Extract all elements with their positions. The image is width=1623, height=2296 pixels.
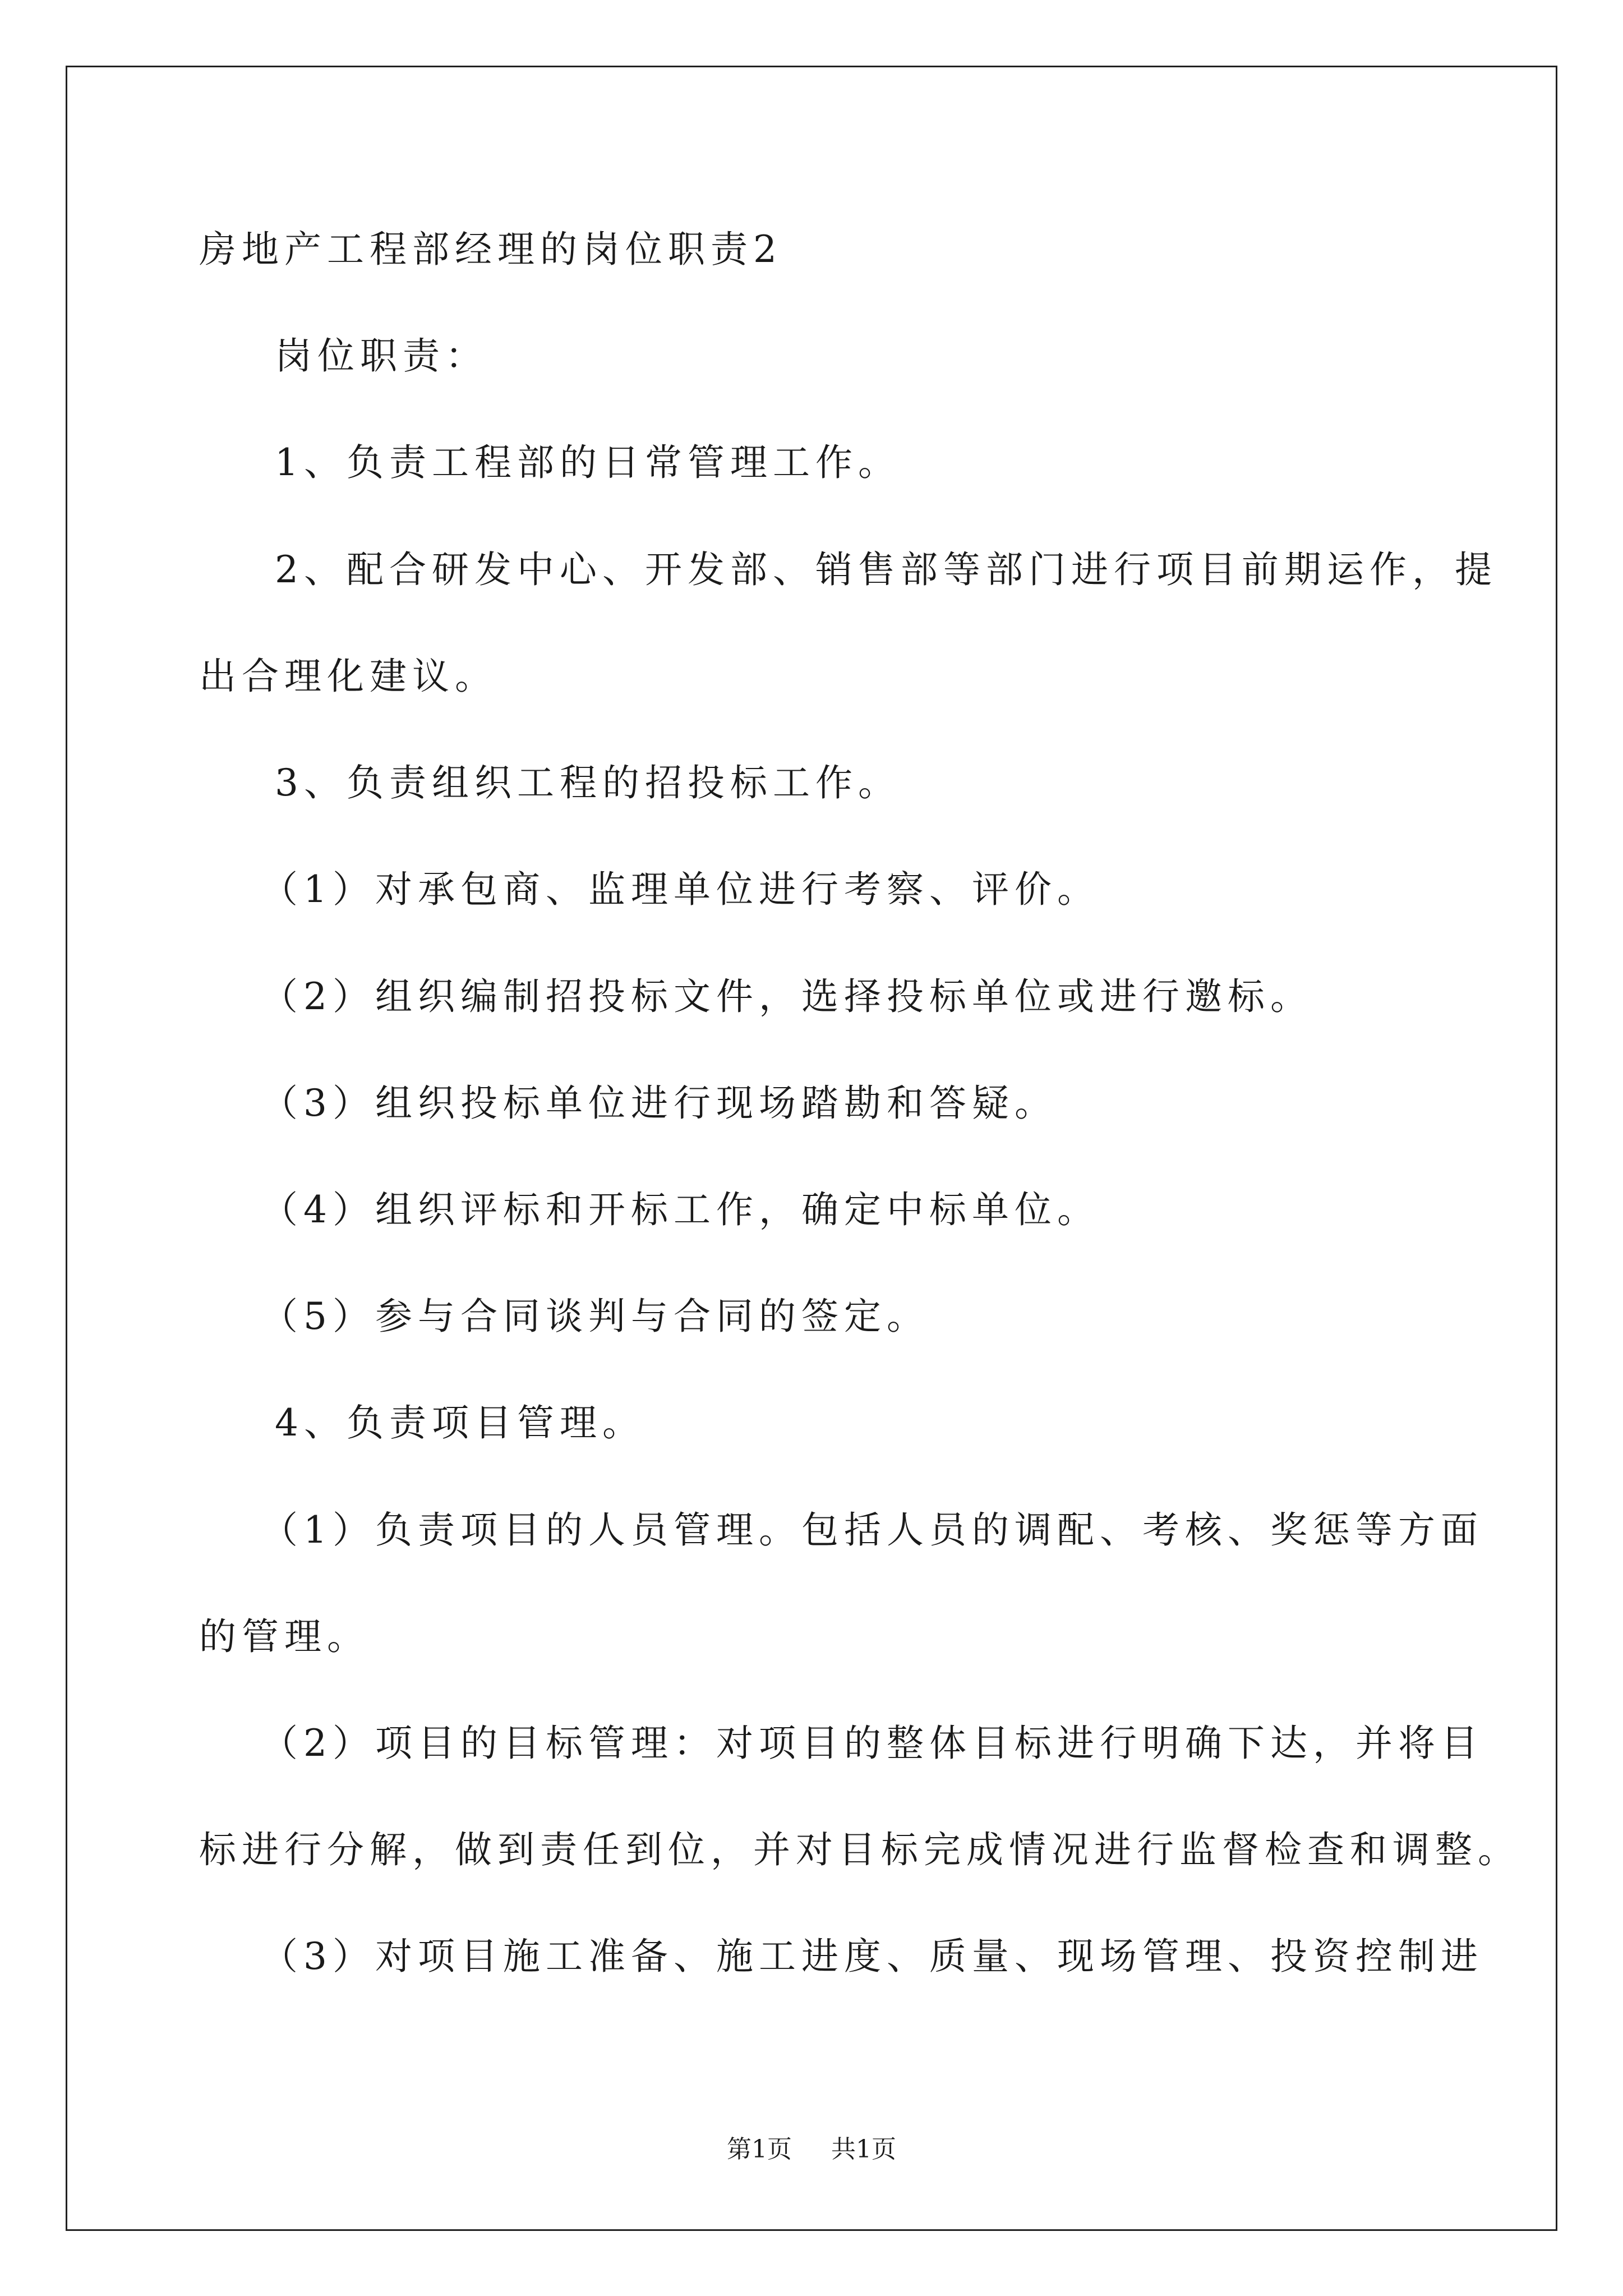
text-line: 4、负责项目管理。 bbox=[275, 1401, 645, 1444]
text-line: 1、负责工程部的日常管理工作。 bbox=[275, 441, 901, 484]
page-footer bbox=[0, 2137, 1623, 2162]
text-line: （2）项目的目标管理：对项目的整体目标进行明确下达，并将目 bbox=[261, 1722, 1483, 1765]
text-line: （4）组织评标和开标工作，确定中标单位。 bbox=[261, 1188, 1100, 1231]
total-pages: 共1页 bbox=[831, 2135, 896, 2164]
text-line: （1）负责项目的人员管理。包括人员的调配、考核、奖惩等方面 bbox=[261, 1508, 1483, 1552]
text-line: 3、负责组织工程的招投标工作。 bbox=[275, 761, 901, 804]
text-line: （3）对项目施工准备、施工进度、质量、现场管理、投资控制进 bbox=[261, 1935, 1483, 1978]
text-line: （2）组织编制招投标文件，选择投标单位或进行邀标。 bbox=[261, 975, 1313, 1018]
document-title: 房地产工程部经理的岗位职责2 bbox=[199, 228, 782, 271]
text-line: 的管理。 bbox=[199, 1615, 370, 1658]
page-frame bbox=[66, 66, 1557, 2231]
text-line: （1）对承包商、监理单位进行考察、评价。 bbox=[261, 868, 1100, 911]
text-line: （5）参与合同谈判与合同的签定。 bbox=[261, 1295, 929, 1338]
text-line: 2、配合研发中心、开发部、销售部等部门进行项目前期运作，提 bbox=[275, 548, 1497, 591]
page-number: 第1页 bbox=[727, 2135, 792, 2164]
text-line: 岗位职责： bbox=[275, 334, 488, 378]
text-line: 标进行分解，做到责任到位，并对目标完成情况进行监督检查和调整。 bbox=[199, 1828, 1520, 1871]
text-line: 出合理化建议。 bbox=[199, 655, 497, 698]
text-line: （3）组织投标单位进行现场踏勘和答疑。 bbox=[261, 1082, 1057, 1125]
